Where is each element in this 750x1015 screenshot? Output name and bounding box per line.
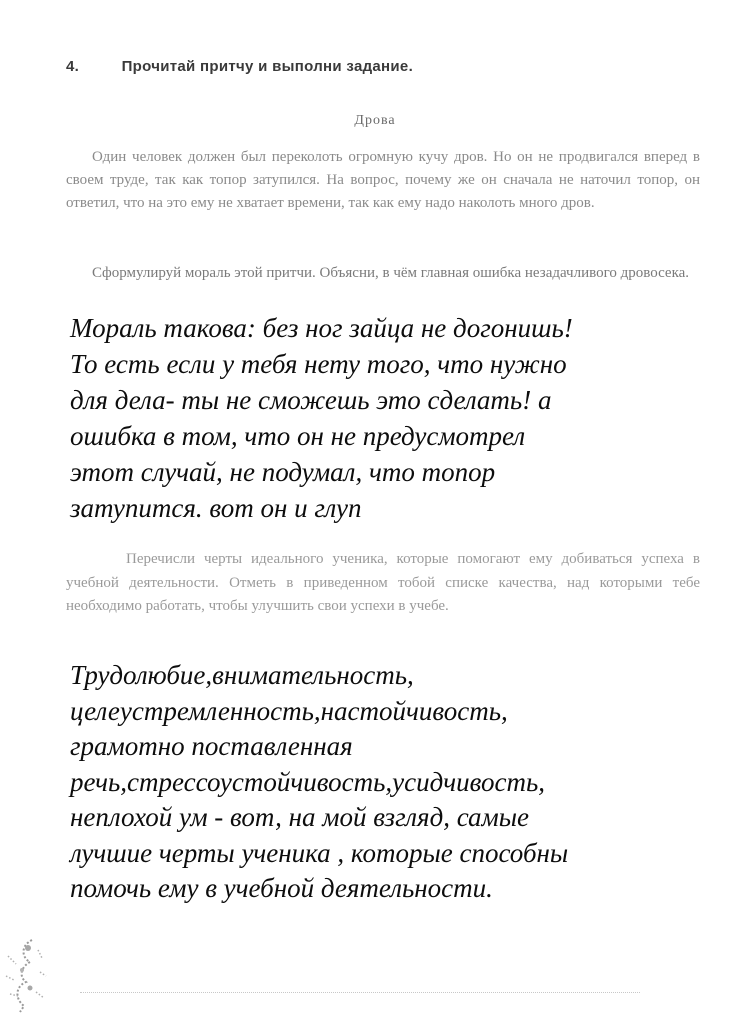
parable-text: Один человек должен был переколоть огромную кучу дров. Но он не продвигался вперед в своем труде, так как топор затупился. На вопрос, почему же он сначала не наточил топор, он ответил, что на это ему не хватает времени, так как ему надо наколоть много дров. (66, 149, 700, 211)
question-2-text: Перечисли черты идеального ученика, которые помогают ему добиваться успеха в учебной деятельности. Отметь в приведенном тобой списке качества, над которыми тебе необходимо работать, чтобы улучшить свои успехи в учебе. (66, 551, 700, 614)
question-2-block (66, 548, 700, 619)
answer-1-handwritten (70, 310, 710, 526)
task-header (66, 58, 626, 75)
decorative-ornament-icon (2, 936, 50, 1014)
answer-1-line: затупится. вот он и глуп (70, 493, 362, 523)
task-instruction: Прочитай притчу и выполни задание. (121, 58, 414, 75)
answer-1-line: ошибка в том, что он не предусмотрел (70, 421, 526, 451)
answer-1-line: этот случай, не подумал, что топор (70, 457, 496, 487)
answer-2-line: неплохой ум - вот, на мой взгляд, самые (70, 802, 530, 832)
answer-2-line: лучшие черты ученика , которые способны (70, 837, 569, 868)
footer-divider (80, 992, 640, 993)
answer-2-line: Трудолюбие,внимательность, (70, 660, 414, 690)
question-1-block (66, 262, 700, 285)
answer-2-handwritten (70, 658, 710, 907)
question-1-text: Сформулируй мораль этой притчи. Объясни, в чём главная ошибка незадачливого дровосека. (92, 265, 690, 281)
task-number: 4. (66, 58, 80, 75)
answer-2-line: целеустремленность,настойчивость, (70, 695, 508, 726)
answer-2-line: помочь ему в учебной деятельности. (70, 873, 493, 903)
answer-2-line: грамотно поставленная (70, 731, 353, 761)
answer-1-line: для дела- ты не сможешь это сделать! а (70, 385, 552, 415)
story-title: Дрова (354, 113, 396, 128)
answer-1-line: То есть если у тебя нету того, что нужно (70, 349, 567, 379)
answer-2-line: речь,стрессоустойчивость,усидчивость, (70, 766, 546, 797)
answer-1-line: Мораль такова: без ног зайца не догонишь! (70, 313, 573, 343)
parable-text-block (66, 146, 700, 215)
